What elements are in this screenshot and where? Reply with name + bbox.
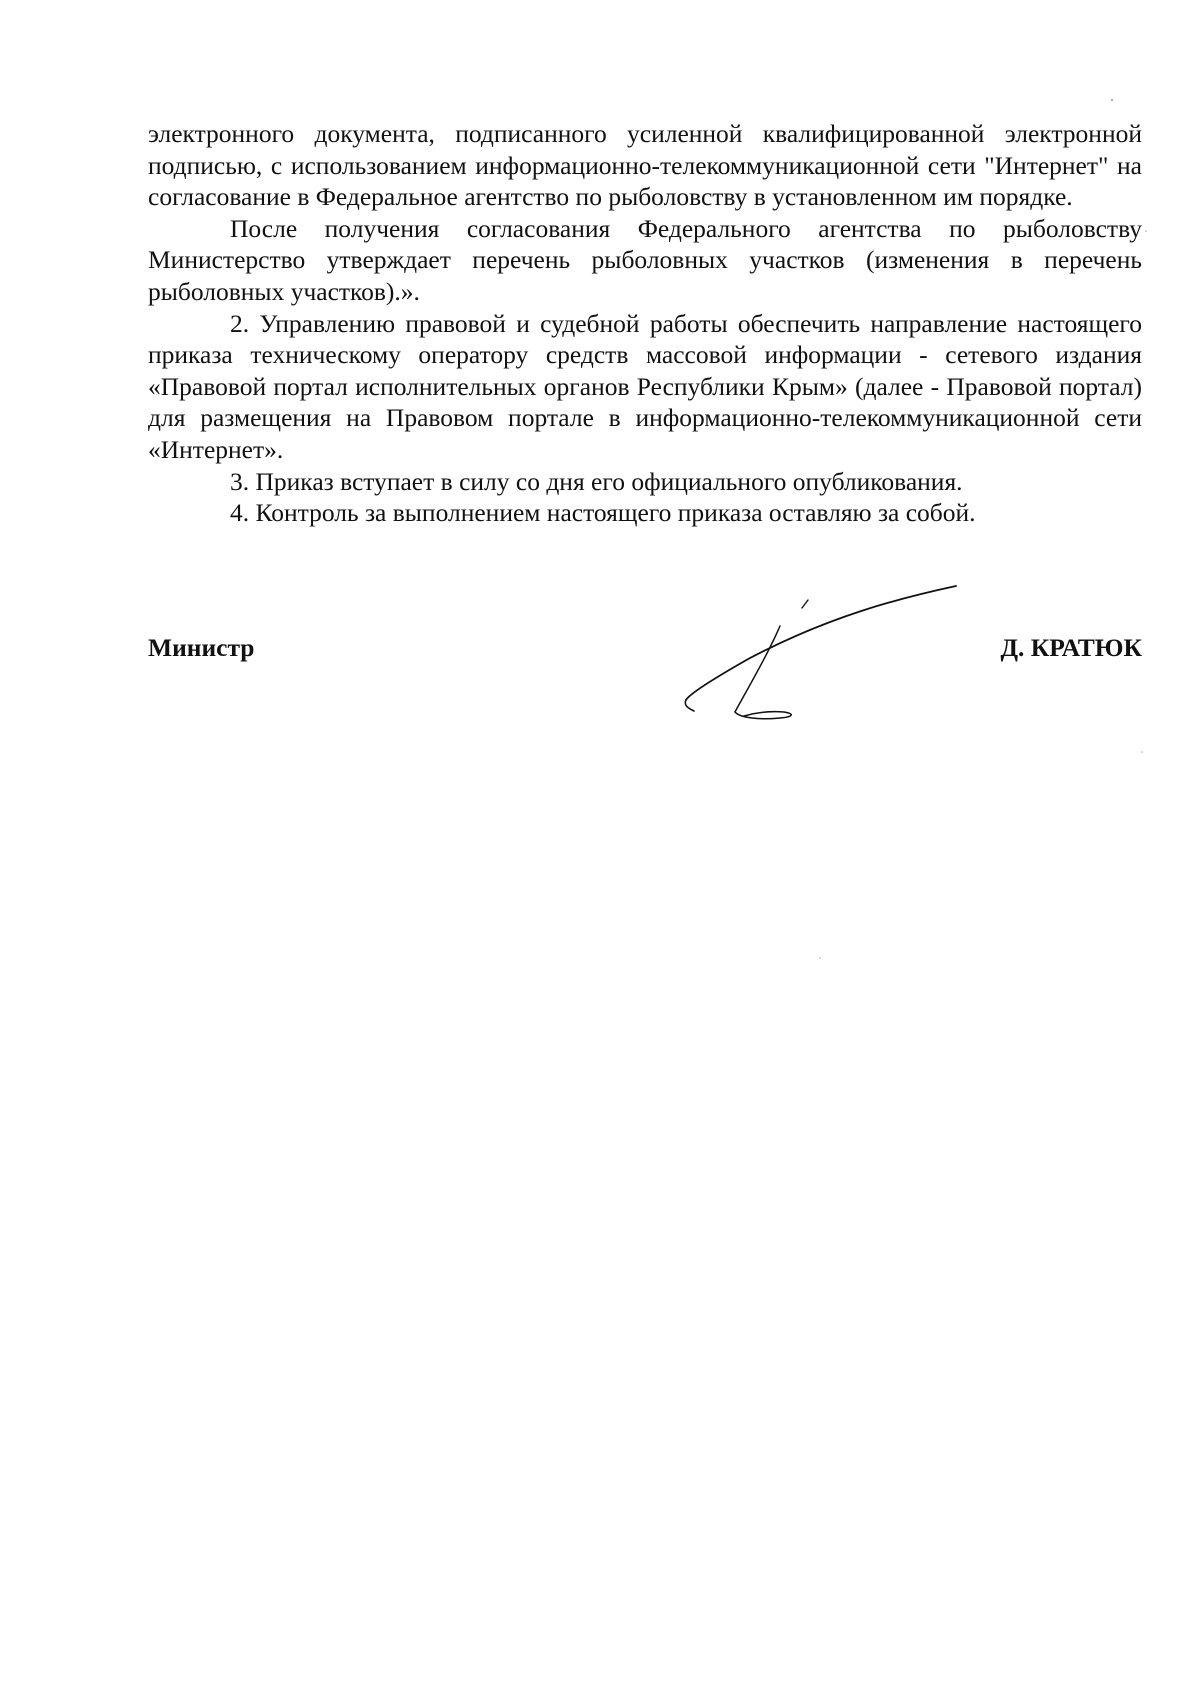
- signatory-position: Министр: [148, 633, 255, 662]
- signatory-name: Д. КРАТЮК: [1000, 633, 1142, 662]
- paragraph-item-2: 2. Управлению правовой и судебной работы обеспечить направление настоящего приказа техническому оператору средств массовой информации - сетевого издания «Правовой портал исполнительных органов Республики Крым» (далее - Правовой портал) для размещения на Правовом портале в информационно-телекоммуникационной сети «Интернет».: [148, 308, 1142, 464]
- paragraph-item-3: 3. Приказ вступает в силу со дня его официального опубликования.: [230, 466, 963, 496]
- paragraph-item-4: 4. Контроль за выполнением настоящего приказа оставляю за собой.: [230, 498, 976, 528]
- paragraph-approval: После получения согласования Федерального агентства по рыболовству Министерство утверждает перечень рыболовных участков (изменения в перечень рыболовных участков).».: [148, 213, 1142, 306]
- handwritten-signature-icon: [680, 578, 960, 728]
- paragraph-continuation: электронного документа, подписанного усиленной квалифицированной электронной подписью, с использованием информационно-телекоммуникационной сети "Интернет" на согласование в Федеральное агентство по рыболовству в установленном им порядке.: [148, 119, 1142, 212]
- document-body: [148, 118, 1142, 529]
- signature-block: [148, 633, 1142, 673]
